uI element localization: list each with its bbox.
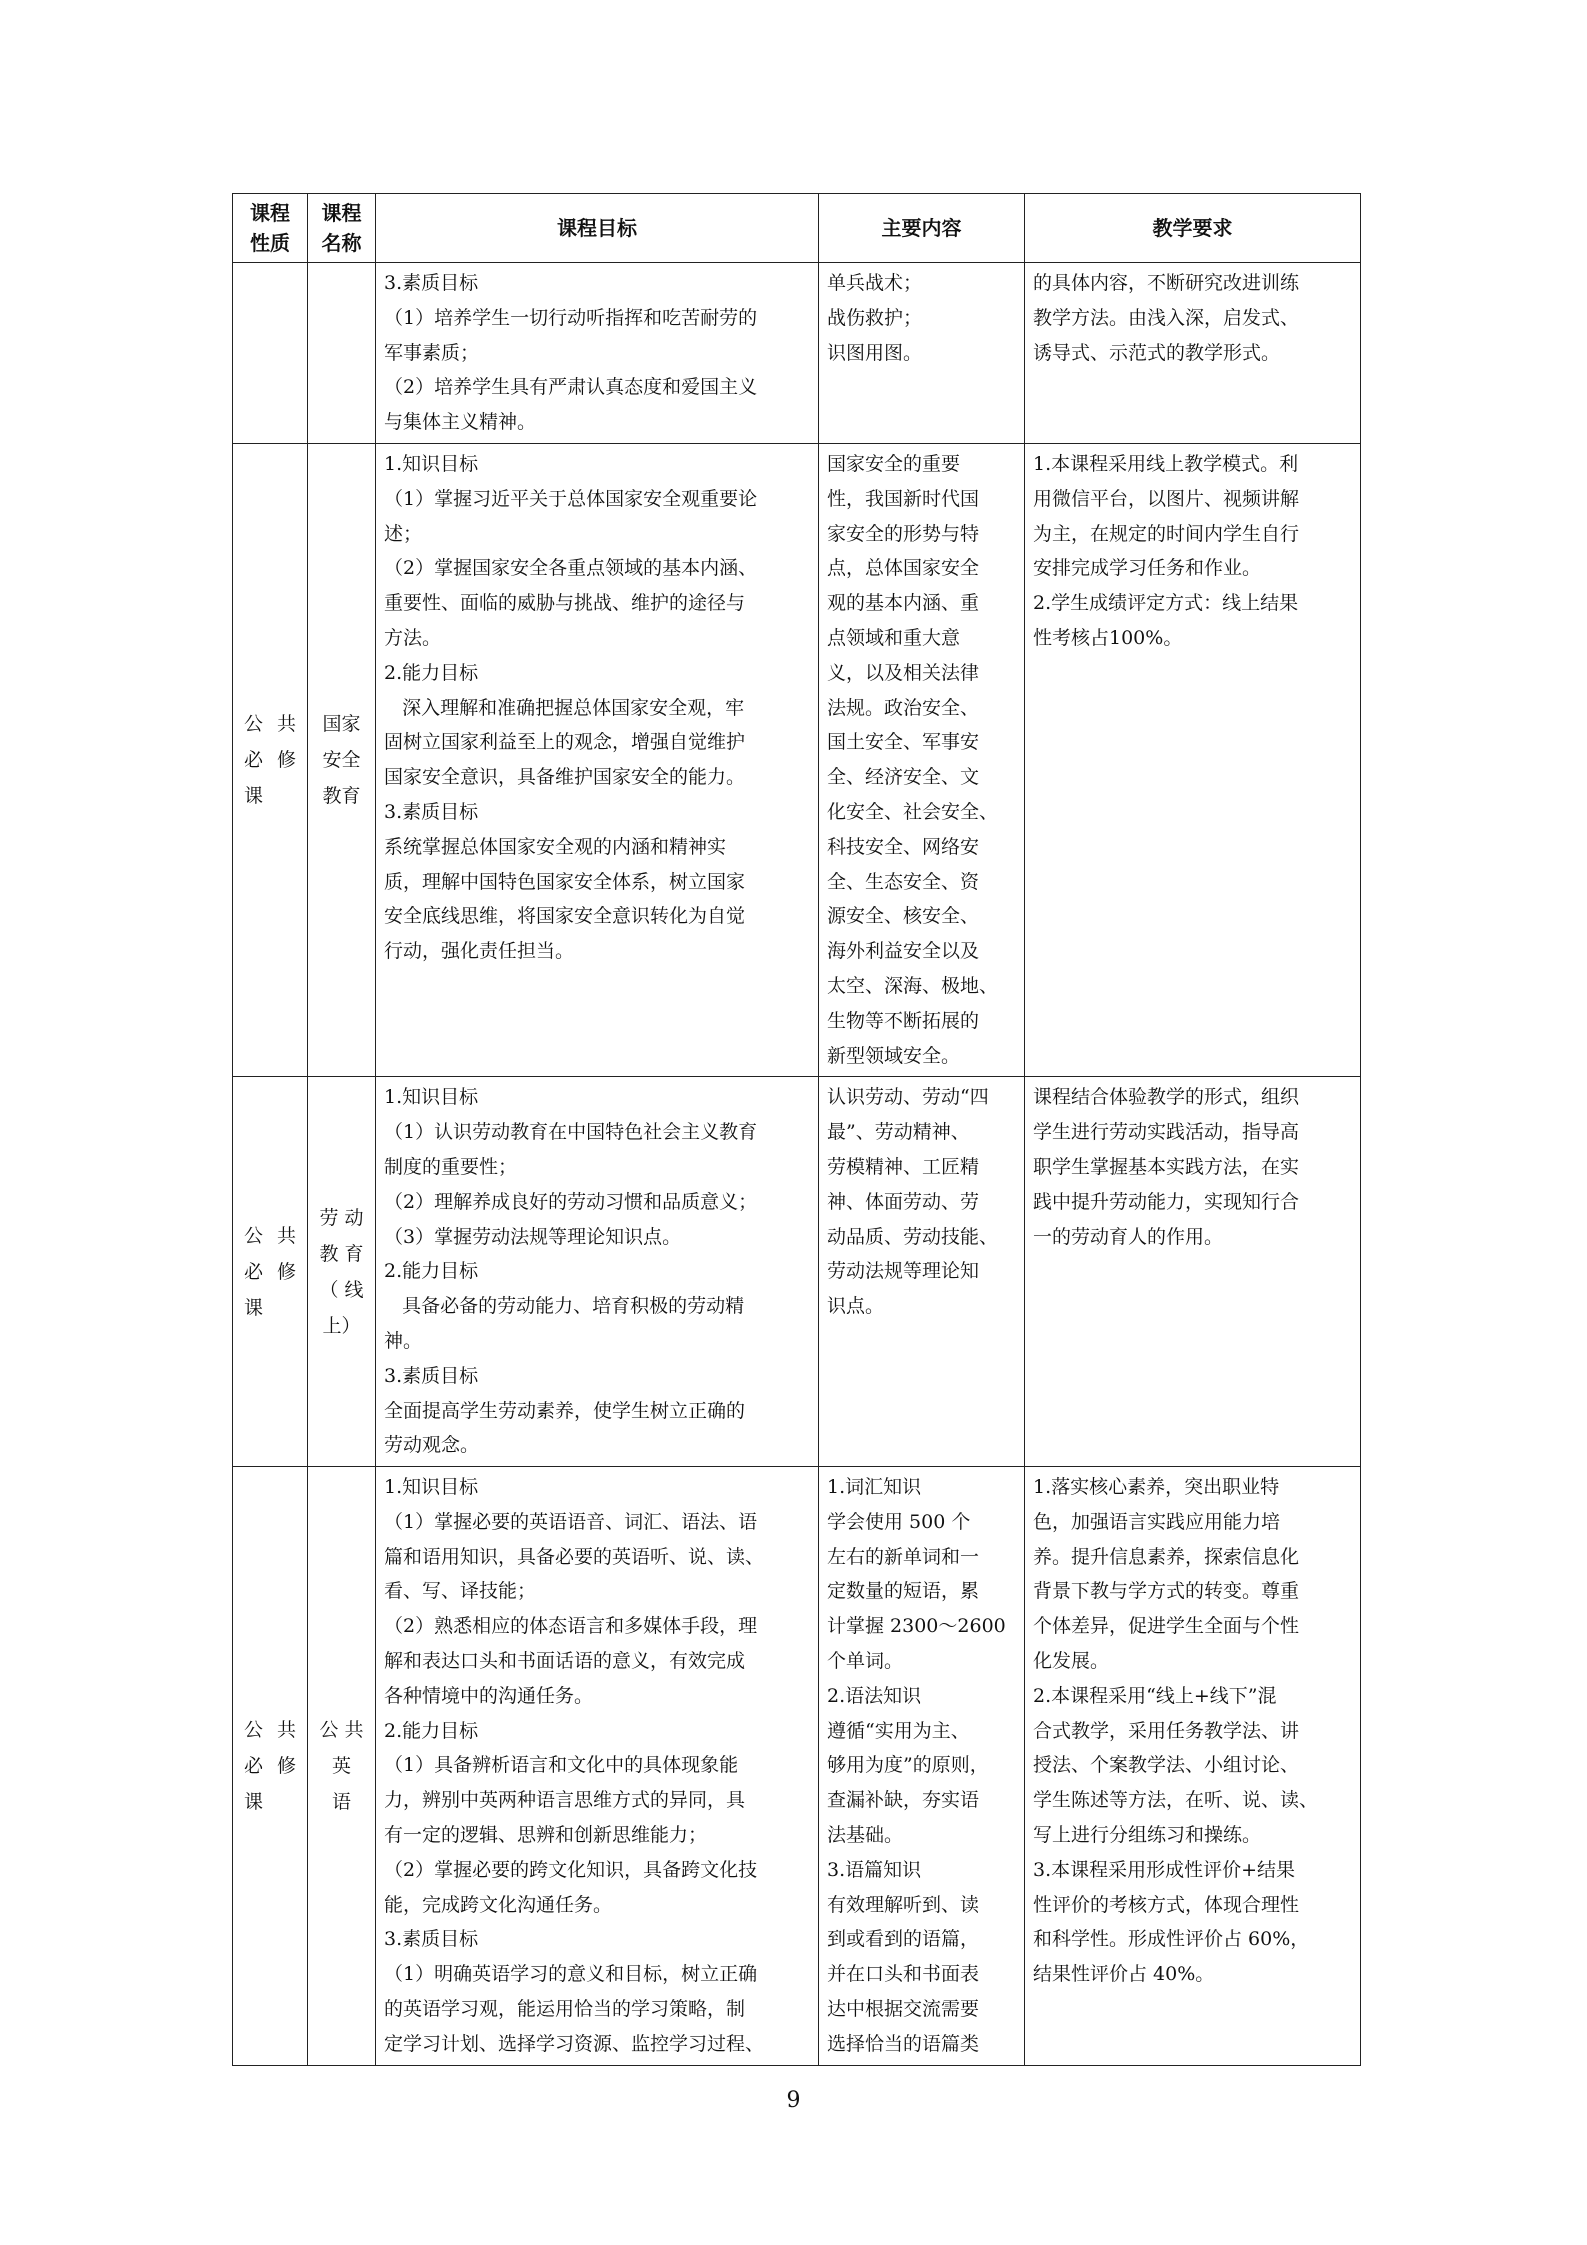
text-line: 各种情境中的沟通任务。	[384, 1684, 594, 1707]
text-line: 2.能力目标	[384, 1260, 479, 1283]
main-content-cell	[819, 263, 1025, 444]
text-line: 学会使用 500 个	[827, 1510, 971, 1533]
text-line: 1.知识目标	[384, 1086, 479, 1109]
table-row	[233, 1467, 1361, 2066]
text-line: 践中提升劳动能力，实现知行合	[1033, 1190, 1300, 1213]
course-objectives-cell	[376, 1467, 819, 2066]
main-content-cell	[819, 443, 1025, 1076]
course-objectives-cell	[376, 443, 819, 1076]
text-line: 1.落实核心素养，突出职业特	[1033, 1476, 1280, 1499]
header-teaching-requirements: 教学要求	[1025, 194, 1361, 263]
text-line: 用微信平台，以图片、视频讲解	[1033, 487, 1300, 510]
text-line: 全、生态安全、资	[827, 870, 980, 893]
text-line: 授法、个案教学法、小组讨论、	[1033, 1754, 1300, 1777]
text-line: 左右的新单词和一	[827, 1545, 980, 1568]
text-line: 写上进行分组练习和操练。	[1033, 1824, 1262, 1847]
text-line: 职学生掌握基本实践方法，在实	[1033, 1155, 1300, 1178]
text-line: 法规。政治安全、	[827, 696, 980, 719]
text-line: （1）明确英语学习的意义和目标，树立正确	[384, 1963, 758, 1986]
text-line: 公 共	[244, 1718, 296, 1741]
text-line: （2）熟悉相应的体态语言和多媒体手段，理	[384, 1615, 758, 1638]
text-line: （1）掌握必要的英语语音、词汇、语法、语	[384, 1510, 758, 1533]
text-line: （1）培养学生一切行动听指挥和吃苦耐劳的	[384, 306, 758, 329]
course-table	[232, 193, 1361, 2066]
text-line: 学生陈述等方法，在听、说、读、	[1033, 1789, 1319, 1812]
text-line: 点，总体国家安全	[827, 557, 980, 580]
text-line: 到或看到的语篇，	[827, 1928, 980, 1951]
text-line: 上）	[322, 1314, 361, 1337]
text-line: 化安全、社会安全、	[827, 800, 999, 823]
course-objectives-cell	[376, 1077, 819, 1467]
teaching-requirements-cell	[1025, 1077, 1361, 1467]
text-line: 篇和语用知识，具备必要的英语听、说、读、	[384, 1545, 765, 1568]
course-nature-cell	[233, 1077, 308, 1467]
text-line: 重要性、面临的威胁与挑战、维护的途径与	[384, 592, 746, 615]
text-line: 识点。	[827, 1295, 885, 1318]
text-line: 3.语篇知识	[827, 1858, 922, 1881]
table-row	[233, 443, 1361, 1076]
text-line: 色，加强语言实践应用能力培	[1033, 1510, 1281, 1533]
text-line: 性评价的考核方式，体现合理性	[1033, 1893, 1300, 1916]
header-course-name: 课程 名称	[308, 194, 376, 263]
table-body	[233, 263, 1361, 2066]
text-line: 结果性评价占 40%。	[1033, 1963, 1215, 1986]
text-line: 和科学性。形成性评价占 60%，	[1033, 1928, 1310, 1951]
text-line: 课程结合体验教学的形式，组织	[1033, 1086, 1300, 1109]
text-line: 3.素质目标	[384, 272, 479, 294]
text-line: 全面提高学生劳动素养，使学生树立正确的	[384, 1399, 746, 1422]
text-line: 新型领域安全。	[827, 1044, 961, 1067]
header-course-nature: 课程 性质	[233, 194, 308, 263]
text-line: 公 共	[244, 1224, 296, 1247]
text-line: 的具体内容，不断研究改进训练	[1033, 272, 1300, 294]
text-line: 一的劳动育人的作用。	[1033, 1225, 1224, 1248]
text-line: 全、经济安全、文	[827, 766, 980, 789]
course-nature-cell	[233, 443, 308, 1076]
text-line: 有效理解听到、读	[827, 1893, 980, 1916]
text-line: 国家安全的重要	[827, 452, 961, 475]
text-line: 公 共	[319, 1718, 364, 1741]
header-main-content: 主要内容	[819, 194, 1025, 263]
course-objectives-cell	[376, 263, 819, 444]
text-line: 有一定的逻辑、思辨和创新思维能力；	[384, 1824, 708, 1847]
text-line: 识图用图。	[827, 341, 923, 364]
text-line: 1.知识目标	[384, 452, 479, 475]
text-line: 养。提升信息素养，探索信息化	[1033, 1545, 1300, 1568]
text-line: 并在口头和书面表	[827, 1963, 980, 1986]
text-line: 看、写、译技能；	[384, 1580, 537, 1603]
text-line: 动品质、劳动技能、	[827, 1225, 999, 1248]
text-line: 海外利益安全以及	[827, 940, 980, 963]
course-name-cell	[308, 263, 376, 444]
text-line: 课	[244, 1296, 264, 1319]
text-line: 观的基本内涵、重	[827, 592, 980, 615]
text-line: 教 育	[319, 1242, 364, 1265]
text-line: 教学方法。由浅入深，启发式、	[1033, 306, 1300, 329]
text-line: 国家	[322, 713, 361, 736]
text-line: 学生进行劳动实践活动，指导高	[1033, 1121, 1300, 1144]
text-line: 与集体主义精神。	[384, 411, 537, 434]
text-line: 课	[244, 1790, 264, 1813]
text-line: 计掌握 2300～2600	[827, 1615, 1006, 1638]
text-line: 义，以及相关法律	[827, 661, 980, 684]
text-line: 性考核占100%。	[1033, 626, 1183, 649]
text-line: 语	[331, 1790, 351, 1813]
text-line: 必 修	[244, 1260, 296, 1283]
text-line: 为主，在规定的时间内学生自行	[1033, 522, 1300, 545]
text-line: 解和表达口头和书面话语的意义，有效完成	[384, 1650, 746, 1673]
text-line: 国土安全、军事安	[827, 731, 980, 754]
course-name-cell	[308, 1077, 376, 1467]
teaching-requirements-cell	[1025, 1467, 1361, 2066]
text-line: 质，理解中国特色国家安全体系，树立国家	[384, 870, 746, 893]
text-line: 2.能力目标	[384, 661, 479, 684]
text-line: 具备必备的劳动能力、培育积极的劳动精	[384, 1295, 745, 1318]
text-line: 诱导式、示范式的教学形式。	[1033, 341, 1281, 364]
text-line: （1）掌握习近平关于总体国家安全观重要论	[384, 487, 758, 510]
text-line: 2.语法知识	[827, 1684, 922, 1707]
text-line: （ 线	[319, 1278, 364, 1301]
teaching-requirements-cell	[1025, 263, 1361, 444]
teaching-requirements-cell	[1025, 443, 1361, 1076]
text-line: 个体差异，促进学生全面与个性	[1033, 1615, 1300, 1638]
text-line: 单兵战术；	[827, 272, 923, 294]
text-line: （2）掌握国家安全各重点领域的基本内涵、	[384, 557, 758, 580]
text-line: 源安全、核安全、	[827, 905, 980, 928]
text-line: （2）理解养成良好的劳动习惯和品质意义；	[384, 1190, 758, 1213]
text-line: 性，我国新时代国	[827, 487, 980, 510]
text-line: 查漏补缺，夯实语	[827, 1789, 980, 1812]
text-line: 3.素质目标	[384, 800, 479, 823]
text-line: 公 共	[244, 713, 296, 736]
text-line: 生物等不断拓展的	[827, 1009, 980, 1032]
text-line: 固树立国家利益至上的观念，增强自觉维护	[384, 731, 746, 754]
text-line: 3.素质目标	[384, 1928, 479, 1951]
text-line: 遵循“实用为主、	[827, 1719, 970, 1742]
table-row	[233, 1077, 1361, 1467]
text-line: 化发展。	[1033, 1650, 1110, 1673]
text-line: 神。	[384, 1329, 423, 1352]
text-line: 3.素质目标	[384, 1364, 479, 1387]
text-line: 1.词汇知识	[827, 1476, 922, 1499]
text-line: 1.知识目标	[384, 1476, 479, 1499]
text-line: 方法。	[384, 626, 442, 649]
text-line: （1）认识劳动教育在中国特色社会主义教育	[384, 1121, 758, 1144]
text-line: 能，完成跨文化沟通任务。	[384, 1893, 613, 1916]
text-line: （3）掌握劳动法规等理论知识点。	[384, 1225, 682, 1248]
main-content-cell	[819, 1077, 1025, 1467]
text-line: 认识劳动、劳动“四	[827, 1086, 989, 1109]
text-line: 最”、劳动精神、	[827, 1121, 970, 1144]
text-line: 够用为度”的原则，	[827, 1754, 989, 1777]
course-nature-cell	[233, 263, 308, 444]
table-row	[233, 263, 1361, 444]
course-name-cell	[308, 1467, 376, 2066]
main-content-cell	[819, 1467, 1025, 2066]
text-line: 深入理解和准确把握总体国家安全观，牢	[384, 696, 745, 719]
text-line: 安排完成学习任务和作业。	[1033, 557, 1262, 580]
text-line: 1.本课程采用线上教学模式。利	[1033, 452, 1299, 475]
page-number: 9	[786, 2088, 801, 2113]
text-line: 安全	[322, 749, 361, 772]
text-line: 神、体面劳动、劳	[827, 1190, 980, 1213]
text-line: 合式教学，采用任务教学法、讲	[1033, 1719, 1300, 1742]
text-line: （2）培养学生具有严肃认真态度和爱国主义	[384, 376, 758, 399]
text-line: 力，辨别中英两种语言思维方式的异同，具	[384, 1789, 746, 1812]
course-name-cell	[308, 443, 376, 1076]
text-line: 劳模精神、工匠精	[827, 1155, 980, 1178]
text-line: 科技安全、网络安	[827, 835, 980, 858]
text-line: 劳 动	[319, 1206, 364, 1229]
text-line: 家安全的形势与特	[827, 522, 980, 545]
text-line: 定数量的短语，累	[827, 1580, 980, 1603]
text-line: 课	[244, 785, 264, 808]
text-line: 国家安全意识，具备维护国家安全的能力。	[384, 766, 746, 789]
text-line: 3.本课程采用形成性评价+结果	[1033, 1858, 1296, 1881]
text-line: 安全底线思维，将国家安全意识转化为自觉	[384, 905, 746, 928]
text-line: （2）掌握必要的跨文化知识，具备跨文化技	[384, 1858, 758, 1881]
text-line: 达中根据交流需要	[827, 1998, 980, 2021]
text-line: 太空、深海、极地、	[827, 974, 999, 997]
text-line: 个单词。	[827, 1650, 904, 1673]
text-line: 2.能力目标	[384, 1719, 479, 1742]
course-nature-cell	[233, 1467, 308, 2066]
text-line: 战伤救护；	[827, 306, 923, 329]
text-line: 行动，强化责任担当。	[384, 940, 575, 963]
text-line: 2.本课程采用“线上+线下”混	[1033, 1684, 1277, 1707]
text-line: 述；	[384, 522, 423, 545]
text-line: 劳动观念。	[384, 1434, 480, 1457]
text-line: 教育	[322, 785, 361, 808]
text-line: 定学习计划、选择学习资源、监控学习过程、	[384, 2032, 765, 2055]
text-line: 的英语学习观，能运用恰当的学习策略，制	[384, 1998, 746, 2021]
text-line: 必 修	[244, 749, 296, 772]
text-line: 必 修	[244, 1754, 296, 1777]
text-line: 军事素质；	[384, 341, 480, 364]
text-line: 背景下教与学方式的转变。尊重	[1033, 1580, 1300, 1603]
text-line: 英	[331, 1754, 351, 1777]
text-line: 选择恰当的语篇类	[827, 2032, 980, 2055]
text-line: 法基础。	[827, 1824, 904, 1847]
table-header-row	[233, 194, 1361, 263]
text-line: 点领域和重大意	[827, 626, 961, 649]
text-line: 劳动法规等理论知	[827, 1260, 980, 1283]
text-line: 系统掌握总体国家安全观的内涵和精神实	[384, 835, 727, 858]
header-course-objectives: 课程目标	[376, 194, 819, 263]
text-line: （1）具备辨析语言和文化中的具体现象能	[384, 1754, 739, 1777]
text-line: 2.学生成绩评定方式：线上结果	[1033, 592, 1299, 615]
text-line: 制度的重要性；	[384, 1155, 518, 1178]
